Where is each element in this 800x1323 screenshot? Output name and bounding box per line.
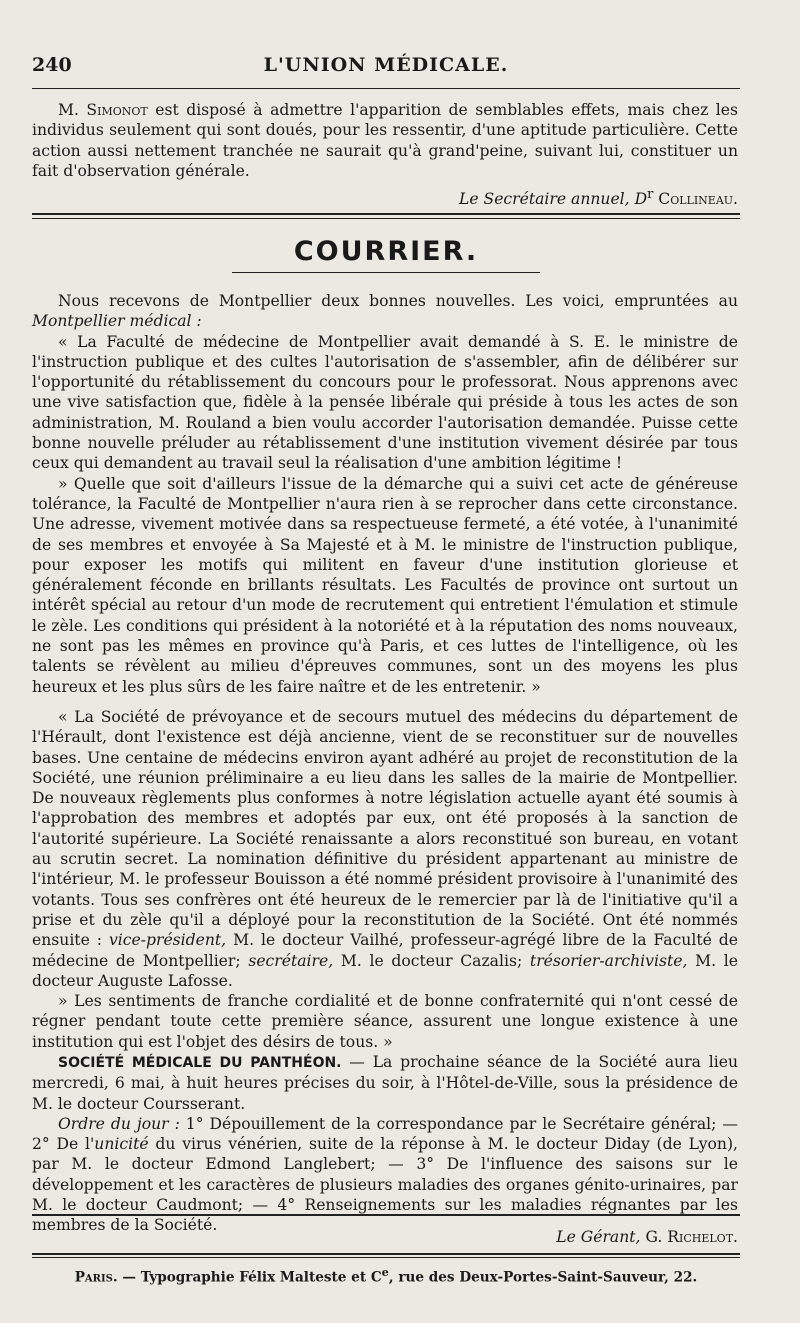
courrier-paragraph-4 bbox=[32, 707, 738, 991]
footer-rule-bottom bbox=[32, 1257, 740, 1258]
footer-address: , rue des Deux-Portes-Saint-Sauveur, 22. bbox=[388, 1269, 698, 1286]
courrier-paragraph-3: » Quelle que soit d'ailleurs l'issue de la démarche qui a suivi cet acte de généreuse tolérance, la Faculté de Montpellier n'aura rien à se reprocher dans cette circonstance. Une adresse, vivement motivée dans sa respectueuse fermeté, a été votée, à l'unanimité de ses membres et envoyée à Sa Majesté et à M. le ministre de l'instruction publique, pour exposer les motifs qui militent en faveur d'une institution glorieuse et généralement féconde en brillants résultats. Les Facultés de province ont surtout un intérêt spécial au retour d'un mode de recrutement qui entretient l'émulation et stimule le zèle. Les conditions qui président à la notoriété et à la réputation des noms nouveaux, ne sont pas les mêmes en province qu'à Paris, et ces luttes de l'intelligence, où les talents se révèlent au milieu d'épreuves communes, sont un des moyens les plus heureux et les plus sûrs de les faire naître et de les entretenir. » bbox=[32, 474, 738, 696]
section-title: COURRIER. bbox=[293, 236, 479, 267]
p7-unicite: unicité bbox=[94, 1135, 149, 1154]
intro-paragraph bbox=[32, 100, 738, 181]
p7-label: Ordre du jour : bbox=[58, 1114, 180, 1133]
intro-signature bbox=[32, 185, 738, 209]
p1-text: Nous recevons de Montpellier deux bonnes nouvelles. Les voici, empruntées au bbox=[58, 292, 738, 310]
imprint-footer bbox=[32, 1265, 740, 1286]
p4-tres-name: M. le docteur Auguste Lafosse. bbox=[32, 951, 738, 990]
signature-sup: r bbox=[647, 187, 654, 203]
page-number: 240 bbox=[32, 54, 72, 76]
gerant-role: Le Gérant, bbox=[556, 1228, 641, 1246]
p1-source: Montpellier médical : bbox=[32, 312, 202, 331]
p4-vp: vice-président, bbox=[108, 931, 227, 950]
page-header bbox=[32, 54, 740, 82]
footer-rule-top bbox=[32, 1253, 740, 1255]
p4-tres: trésorier-archiviste, bbox=[529, 951, 688, 970]
p6-title: SOCIÉTÉ MÉDICALE DU PANTHÉON. bbox=[58, 1054, 342, 1071]
intro-name: M. Simonot bbox=[58, 101, 148, 119]
intro-text: est disposé à admettre l'apparition de semblables effets, mais chez les individus seulement qui sont doués, pour les ressentir, d'une aptitude particulière. Cette action aussi nettement tranchée ne saurait qu'à grand'peine, suivant lui, constituer un fait d'observation générale. bbox=[32, 101, 739, 180]
p4-text: « La Société de prévoyance et de secours mutuel des médecins du département de l'Hérault, dont l'existence est déjà ancienne, vient de se reconstituer sur de nouvelles bases. Une centaine de médecins environ ayant adhéré au projet de reconstitution de la Société, une réunion préliminaire a eu lieu dans les salles de la mairie de Montpellier. De nouveaux règlements plus conformes à notre législation actuelle ayant été soumis à l'approbation des membres et adoptés par eux, ont été proposés à la sanction de l'autorité supérieure. La Société renaissante a alors reconstitué son bureau, en votant au scrutin secret. La nomination définitive du président appartenant au ministre de l'intérieur, M. le professeur Bouisson a été nommé président provisoire à l'unanimité des votants. Tous ses confrères ont été heureux de le remercier par là de l'initiative qu'il a prise et du zèle qu'il a déployé pour la reconstitution de la Société. Ont été nommés ensuite : bbox=[32, 707, 738, 950]
signature-role: Le Secrétaire annuel, D bbox=[458, 190, 648, 209]
gerant-name: G. Richelot. bbox=[640, 1228, 738, 1246]
signature-name: Collineau. bbox=[653, 190, 738, 209]
intro-block bbox=[32, 100, 738, 210]
p4-sec: secrétaire, bbox=[248, 951, 334, 970]
gerant-rule bbox=[32, 1214, 740, 1216]
courrier-paragraph-6 bbox=[32, 1052, 738, 1114]
courrier-paragraph-2: « La Faculté de médecine de Montpellier avait demandé à S. E. le ministre de l'instruction publique et des cultes l'autorisation de s'assembler, afin de délibérer sur l'opportunité du rétablissement du concours pour le professorat. Nous apprenons avec une vive satisfaction que, fidèle à la pensée libérale qui préside à tous les actes de son administration, M. Rouland a bien voulu accorder l'autorisation demandée. Puisse cette bonne nouvelle préluder au rétablissement d'une institution vivement désirée par tous ceux qui demandent au travail seul la réalisation d'une ambition légitime ! bbox=[32, 332, 738, 473]
header-rule bbox=[32, 88, 740, 89]
p6-text: — La prochaine séance de la Société aura lieu mercredi, 6 mai, à huit heures précises du soir, à l'Hôtel-de-Ville, sous la présidence de M. le docteur Coursserant. bbox=[32, 1052, 738, 1113]
p7-a: 1° Dépouillement de la correspondance par le Secrétaire général; — 2° De l' bbox=[32, 1114, 738, 1154]
p4-sec-name: M. le docteur Cazalis; bbox=[333, 951, 530, 970]
running-title: L'UNION MÉDICALE. bbox=[263, 54, 509, 76]
title-underline bbox=[232, 272, 540, 273]
section-double-rule-bottom bbox=[32, 218, 740, 219]
section-double-rule-top bbox=[32, 213, 740, 215]
footer-city: Paris. bbox=[74, 1269, 118, 1286]
courrier-paragraph-7 bbox=[32, 1114, 738, 1236]
footer-text: — Typographie Félix Malteste et C bbox=[117, 1269, 382, 1286]
courrier-paragraph-1 bbox=[32, 291, 738, 332]
courrier-body bbox=[32, 291, 738, 1236]
p4-vp-name: M. le docteur Vailhé, professeur-agrégé libre de la Faculté de médecine de Montpellier; bbox=[32, 931, 738, 970]
p7-b: du virus vénérien, suite de la réponse à M. le docteur Diday (de Lyon), par M. le docteur Edmond Langlebert; — 3° De l'influence des saisons sur le développement et les caractères de plusieurs maladies des organes génito-urinaires, par M. le docteur Caudmont; — 4° Renseignements sur les maladies régnantes par les membres de la Société. bbox=[32, 1135, 738, 1235]
gerant-signature bbox=[32, 1228, 738, 1246]
courrier-paragraph-5: » Les sentiments de franche cordialité et de bonne confraternité qui n'ont cessé de régner pendant toute cette première séance, assurent une longue existence à une institution qui est l'objet des désirs de tous. » bbox=[32, 992, 738, 1051]
footer-sup: e bbox=[381, 1265, 389, 1279]
